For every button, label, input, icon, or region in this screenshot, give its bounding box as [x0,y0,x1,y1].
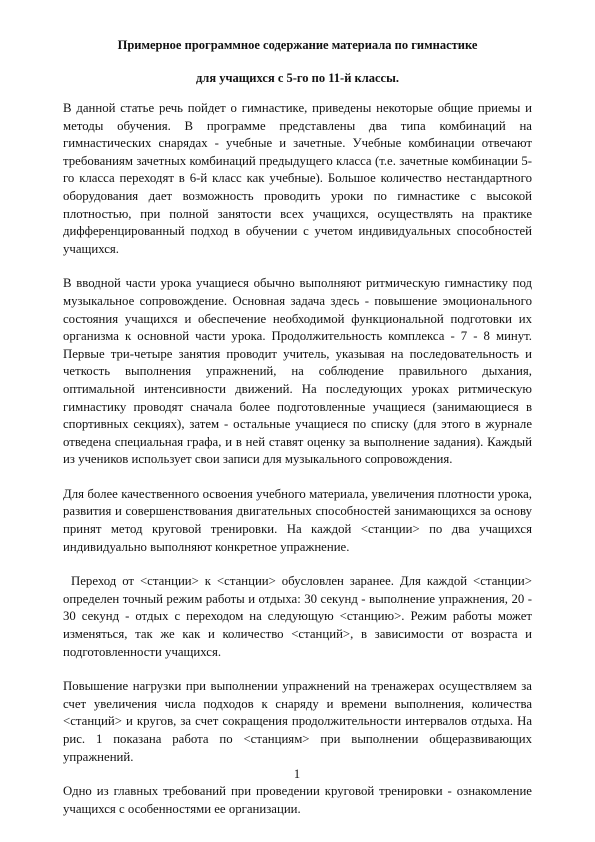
paragraph: В данной статье речь пойдет о гимнастике, приведены некоторые общие приемы и методы обучения. В программе представлены два типа комбинаций на гимнастических снарядах - учебные и зачетные. Учебные комбинации отвечают требованиям зачетных комбинаций предыдущего класса (т.е. зачетные комбинации 5-го класса переходят в 6-й класс как учебные). Большое количество нестандартного оборудования дает возможность проводить уроки по гимнастике с высокой плотностью, при полной занятости всех учащихся, осуществлять на практике дифференцированный подход в обучении с учетом индивидуальных способностей учащихся. [63,101,532,256]
document-title-line-2: для учащихся с 5-го по 11-й классы. [195,71,399,85]
document-title-line-1: Примерное программное содержание материала по гимнастике [117,38,478,52]
page-number: 1 [293,767,301,781]
document-body [63,100,532,835]
paragraph: В вводной части урока учащиеся обычно выполняют ритмическую гимнастику под музыкальное сопровождение. Основная задача здесь - повышение эмоционального состояния учащихся и обеспечение необходимой функциональной подготовки их организма к основной части урока. Продолжительность комплекса - 7 - 8 минут. Первые три-четыре занятия проводит учитель, указывая на последовательность и четкость выполнения упражнений, на соблюдение правильного дыхания, оптимальной интенсивности движений. На последующих уроках ритмическую гимнастику проводят сначала более подготовленные учащиеся (занимающиеся в спортивных секциях), затем - остальные учащиеся по списку (для этого в журнале отведена специальная графа, и в ней ставят оценку за выполнение задания). Каждый из учеников использует свои записи для музыкального сопровождения. [63,276,532,467]
paragraph: Повышение нагрузки при выполнении упражнений на тренажерах осуществляем за счет увеличения числа подходов к снаряду и времени выполнения, количества <станций> и кругов, за счет сокращения продолжительности интервалов отдыха. На рис. 1 показана работа по <станциям> при выполнении общеразвивающих упражнений. [63,679,532,764]
paragraph: Для более качественного освоения учебного материала, увеличения плотности урока, развития и совершенствования двигательных способностей занимающихся за основу принят метод круговой тренировки. На каждой <станции> по два учащихся индивидуально выполняют конкретное упражнение. [63,486,532,554]
paragraph: Одно из главных требований при проведении круговой тренировки - ознакомление учащихся с особенностями ее организации. [63,784,532,816]
paragraph: Переход от <станции> к <станции> обусловлен заранее. Для каждой <станции> определен точный режим работы и отдыха: 30 секунд - выполнение упражнения, 20 - 30 секунд - отдых с переходом на следующую <станцию>. Режим работы может изменяться, так же как и количество <станций>, в зависимости от возраста и подготовленности учащихся. [63,574,532,659]
